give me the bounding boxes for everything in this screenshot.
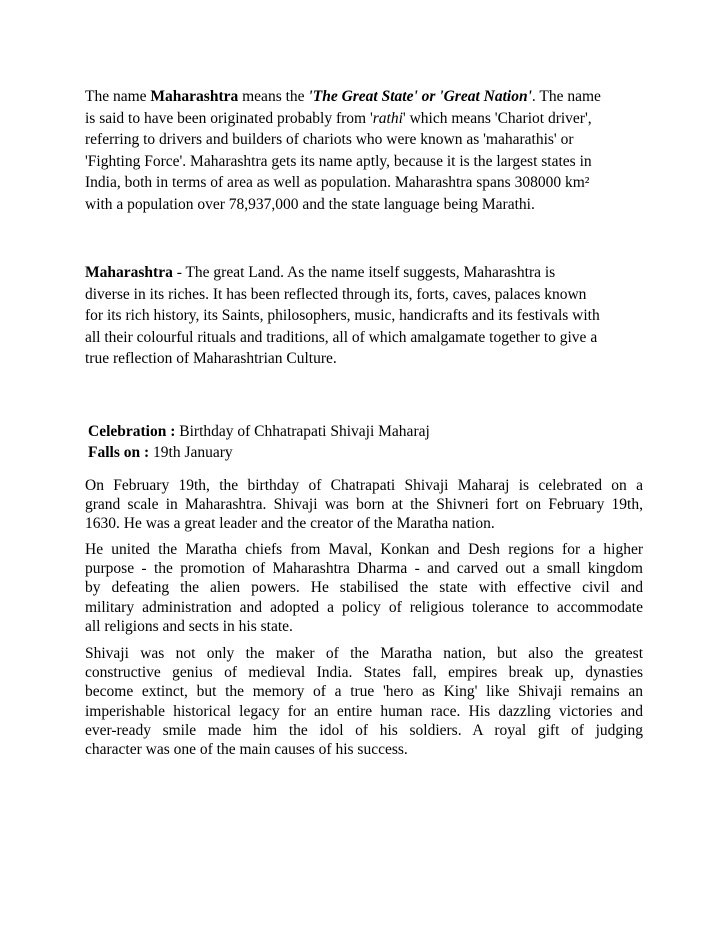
text-line: all their colourful rituals and traditions, all of which amalgamate together to give a	[85, 328, 598, 346]
text-line: 1630. He was a great leader and the creator of the Maratha nation.	[85, 515, 495, 533]
text-line: by defeating the alien powers. He stabilised the state with effective civil and	[85, 579, 643, 597]
text-line: imperishable historical legacy for an entire human race. His dazzling victories and	[85, 702, 643, 720]
falls-on-line	[88, 443, 233, 463]
celebration-value: Birthday of Chhatrapati Shivaji Maharaj	[179, 423, 430, 440]
text-line: true reflection of Maharashtrian Culture.	[85, 350, 337, 368]
falls-on-label: Falls on :	[88, 444, 154, 461]
text-line: 'Fighting Force'. Maharashtra gets its name aptly, because it is the largest states in	[85, 152, 592, 170]
text-line: India, both in terms of area as well as population. Maharashtra spans 308000 km²	[85, 174, 590, 192]
text-line: grand scale in Maharashtra. Shivaji was born at the Shivneri fort on February 19th,	[85, 496, 643, 514]
text-line: referring to drivers and builders of chariots who were known as 'maharathis' or	[85, 131, 574, 149]
text-line: constructive genius of medieval India. States fall, empires break up, dynasties	[85, 664, 643, 682]
text-line: become extinct, but the memory of a true 'hero as King' like Shivaji remains an	[85, 683, 643, 701]
text-line: military administration and adopted a policy of religious tolerance to accommodate	[85, 598, 643, 616]
text-line: He united the Maratha chiefs from Maval, Konkan and Desh regions for a higher	[85, 541, 643, 558]
text-line: is said to have been originated probably from 'rathi' which means 'Chariot driver',	[85, 109, 592, 127]
text-line: On February 19th, the birthday of Chatrapati Shivaji Maharaj is celebrated on a	[85, 477, 643, 494]
text-line: character was one of the main causes of his success.	[85, 741, 408, 759]
text-line: The name Maharashtra means the 'The Great State' or 'Great Nation'. The name	[85, 88, 601, 105]
text-line: Maharashtra - The great Land. As the name itself suggests, Maharashtra is	[85, 264, 556, 281]
legacy-paragraph	[85, 644, 643, 759]
text-line: with a population over 78,937,000 and the state language being Marathi.	[85, 195, 535, 213]
culture-paragraph	[85, 262, 645, 370]
falls-on-value: 19th January	[153, 444, 233, 461]
text-line: ever-ready smile made him the idol of his soldiers. A royal gift of judging	[85, 721, 643, 739]
text-line: Shivaji was not only the maker of the Maratha nation, but also the greatest	[85, 645, 643, 662]
text-line: purpose - the promotion of Maharashtra Dharma - and carved out a small kingdom	[85, 560, 643, 578]
celebration-line	[88, 422, 430, 442]
text-line: diverse in its riches. It has been reflected through its, forts, caves, palaces known	[85, 285, 587, 303]
birthday-paragraph	[85, 476, 643, 534]
celebration-label: Celebration :	[88, 423, 180, 440]
intro-paragraph	[85, 86, 645, 216]
text-line: all religions and sects in his state.	[85, 617, 293, 635]
text-line: for its rich history, its Saints, philosophers, music, handicrafts and its festivals with	[85, 307, 600, 325]
maratha-paragraph	[85, 540, 643, 636]
